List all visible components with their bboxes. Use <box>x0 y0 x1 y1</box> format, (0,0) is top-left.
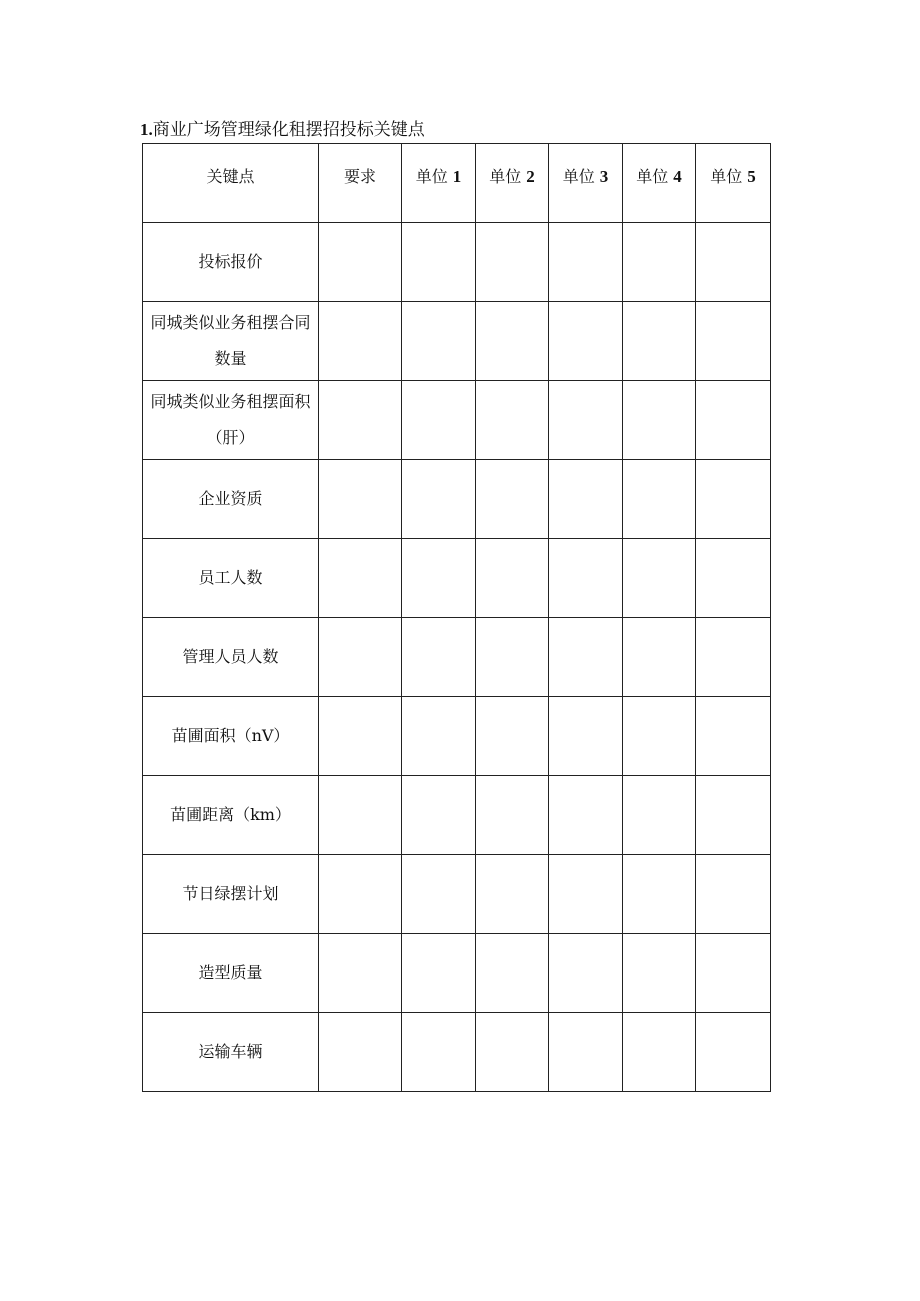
unit-3-cell[interactable] <box>549 1013 623 1092</box>
key-point-cell: 投标报价 <box>143 223 319 302</box>
unit-1-cell[interactable] <box>402 539 476 618</box>
unit-5-cell[interactable] <box>696 776 771 855</box>
table-row <box>143 223 771 302</box>
unit-5-cell[interactable] <box>696 381 771 460</box>
key-point-cell: 同城类似业务租摆合同数量 <box>143 302 319 381</box>
header-key-point: 关键点 <box>143 144 319 223</box>
unit-2-cell[interactable] <box>476 1013 549 1092</box>
table-row <box>143 776 771 855</box>
unit-2-cell[interactable] <box>476 855 549 934</box>
unit-4-cell[interactable] <box>623 460 696 539</box>
table-row <box>143 618 771 697</box>
unit-number: 3 <box>599 167 609 186</box>
unit-5-cell[interactable] <box>696 223 771 302</box>
unit-5-cell[interactable] <box>696 302 771 381</box>
unit-1-cell[interactable] <box>402 934 476 1013</box>
key-point-cell: 苗圃距离（km） <box>143 776 319 855</box>
header-unit-2 <box>476 144 549 223</box>
unit-4-cell[interactable] <box>623 776 696 855</box>
table-row <box>143 934 771 1013</box>
requirement-cell[interactable] <box>319 460 402 539</box>
unit-label: 单位 <box>562 167 595 186</box>
unit-4-cell[interactable] <box>623 381 696 460</box>
table-row <box>143 460 771 539</box>
unit-5-cell[interactable] <box>696 855 771 934</box>
unit-3-cell[interactable] <box>549 381 623 460</box>
unit-5-cell[interactable] <box>696 539 771 618</box>
unit-3-cell[interactable] <box>549 776 623 855</box>
header-unit-1 <box>402 144 476 223</box>
unit-number: 5 <box>747 167 756 186</box>
unit-label: 单位 <box>636 167 669 186</box>
table-row <box>143 539 771 618</box>
key-point-cell: 企业资质 <box>143 460 319 539</box>
requirement-cell[interactable] <box>319 539 402 618</box>
unit-5-cell[interactable] <box>696 1013 771 1092</box>
unit-2-cell[interactable] <box>476 381 549 460</box>
key-point-cell: 管理人员人数 <box>143 618 319 697</box>
unit-3-cell[interactable] <box>549 855 623 934</box>
unit-4-cell[interactable] <box>623 539 696 618</box>
unit-3-cell[interactable] <box>549 302 623 381</box>
table-row <box>143 697 771 776</box>
unit-1-cell[interactable] <box>402 223 476 302</box>
title-text: 商业广场管理绿化租摆招投标关键点 <box>152 120 425 140</box>
requirement-cell[interactable] <box>319 302 402 381</box>
header-unit-5 <box>696 144 771 223</box>
unit-label: 单位 <box>415 167 448 186</box>
unit-number: 2 <box>526 167 535 186</box>
table-row <box>143 381 771 460</box>
table-row <box>143 855 771 934</box>
unit-2-cell[interactable] <box>476 302 549 381</box>
key-point-cell: 运输车辆 <box>143 1013 319 1092</box>
unit-2-cell[interactable] <box>476 460 549 539</box>
requirement-cell[interactable] <box>319 697 402 776</box>
unit-3-cell[interactable] <box>549 934 623 1013</box>
unit-4-cell[interactable] <box>623 618 696 697</box>
requirement-cell[interactable] <box>319 776 402 855</box>
unit-5-cell[interactable] <box>696 460 771 539</box>
unit-2-cell[interactable] <box>476 697 549 776</box>
table-row <box>143 1013 771 1092</box>
unit-number: 1 <box>452 167 462 186</box>
unit-4-cell[interactable] <box>623 855 696 934</box>
header-requirement: 要求 <box>319 144 402 223</box>
unit-3-cell[interactable] <box>549 539 623 618</box>
key-point-cell: 造型质量 <box>143 934 319 1013</box>
title-number: 1. <box>140 120 153 139</box>
unit-3-cell[interactable] <box>549 697 623 776</box>
header-unit-4 <box>623 144 696 223</box>
unit-4-cell[interactable] <box>623 934 696 1013</box>
requirement-cell[interactable] <box>319 618 402 697</box>
unit-2-cell[interactable] <box>476 539 549 618</box>
requirement-cell[interactable] <box>319 934 402 1013</box>
unit-1-cell[interactable] <box>402 1013 476 1092</box>
key-points-table <box>142 143 771 1092</box>
header-unit-3 <box>549 144 623 223</box>
unit-label: 单位 <box>710 167 743 186</box>
unit-3-cell[interactable] <box>549 460 623 539</box>
unit-number: 4 <box>673 167 682 186</box>
requirement-cell[interactable] <box>319 855 402 934</box>
unit-2-cell[interactable] <box>476 934 549 1013</box>
table-row <box>143 302 771 381</box>
key-point-cell: 员工人数 <box>143 539 319 618</box>
unit-3-cell[interactable] <box>549 223 623 302</box>
unit-3-cell[interactable] <box>549 618 623 697</box>
key-point-cell: 节日绿摆计划 <box>143 855 319 934</box>
unit-4-cell[interactable] <box>623 1013 696 1092</box>
unit-5-cell[interactable] <box>696 934 771 1013</box>
requirement-cell[interactable] <box>319 381 402 460</box>
key-point-cell: 苗圃面积（nV） <box>143 697 319 776</box>
requirement-cell[interactable] <box>319 223 402 302</box>
requirement-cell[interactable] <box>319 1013 402 1092</box>
unit-1-cell[interactable] <box>402 302 476 381</box>
unit-4-cell[interactable] <box>623 302 696 381</box>
unit-label: 单位 <box>489 167 522 186</box>
unit-4-cell[interactable] <box>623 697 696 776</box>
unit-5-cell[interactable] <box>696 697 771 776</box>
unit-1-cell[interactable] <box>402 776 476 855</box>
unit-4-cell[interactable] <box>623 223 696 302</box>
unit-1-cell[interactable] <box>402 697 476 776</box>
unit-1-cell[interactable] <box>402 381 476 460</box>
unit-1-cell[interactable] <box>402 855 476 934</box>
unit-5-cell[interactable] <box>696 618 771 697</box>
unit-1-cell[interactable] <box>402 460 476 539</box>
unit-2-cell[interactable] <box>476 776 549 855</box>
header-row <box>143 144 771 223</box>
unit-1-cell[interactable] <box>402 618 476 697</box>
document-title <box>140 119 425 141</box>
unit-2-cell[interactable] <box>476 223 549 302</box>
key-point-cell: 同城类似业务租摆面积（肝） <box>143 381 319 460</box>
unit-2-cell[interactable] <box>476 618 549 697</box>
